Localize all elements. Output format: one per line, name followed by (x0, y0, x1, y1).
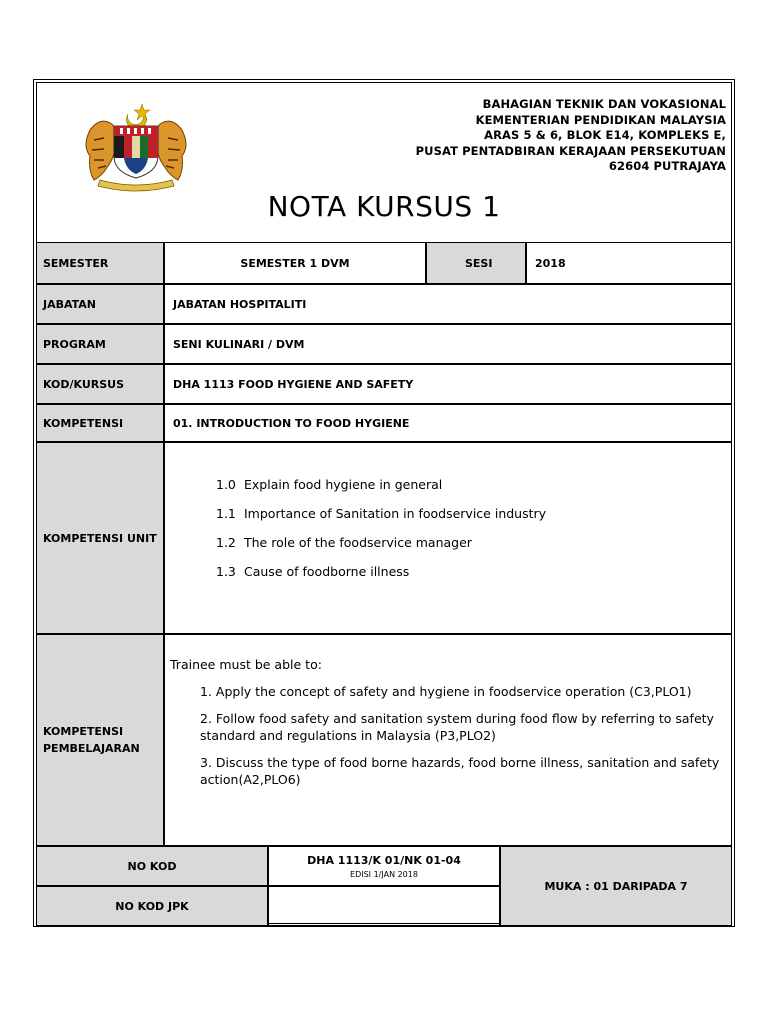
kompetensi-pembelajaran-label (37, 635, 165, 845)
address-line: KEMENTERIAN PENDIDIKAN MALAYSIA (475, 112, 726, 127)
address-line: ARAS 5 & 6, BLOK E14, KOMPLEKS E, (484, 128, 726, 142)
kod-kursus-row (36, 364, 732, 404)
list-item: 1. Apply the concept of safety and hygiene in foodservice operation (C3,PLO1) (200, 684, 692, 699)
list-item (216, 507, 546, 536)
item-text: Cause of foodborne illness (244, 564, 410, 579)
item-number: 1.3 (216, 564, 236, 579)
list-item: 3. Discuss the type of food borne hazards, food borne illness, sanitation and safety action(A2,PLO6) (200, 755, 720, 787)
no-kod-value-cell (268, 846, 500, 886)
list-item: 2. Follow food safety and sanitation system during food flow by referring to safety standard and regulations in Malaysia (P3,PLO2) (200, 711, 714, 743)
program-value: SENI KULINARI / DVM (173, 337, 305, 351)
page-count: MUKA : 01 DARIPADA 7 (500, 846, 732, 926)
semester-label: SEMESTER (37, 243, 165, 283)
item-number: 1.0 (216, 477, 236, 492)
item-text: Explain food hygiene in general (244, 477, 443, 492)
address-line: BAHAGIAN TEKNIK DAN VOKASIONAL (482, 97, 726, 111)
kompetensi-unit-list (216, 478, 546, 594)
no-kod-jpk-label: NO KOD JPK (36, 886, 268, 926)
semester-row (36, 242, 732, 284)
document-title: NOTA KURSUS 1 (267, 190, 501, 223)
sesi-value: 2018 (535, 256, 566, 270)
jabatan-value: JABATAN HOSPITALITI (173, 297, 307, 311)
ministry-address (366, 97, 726, 175)
program-row (36, 324, 732, 364)
kompetensi-value: 01. INTRODUCTION TO FOOD HYGIENE (173, 416, 410, 430)
no-kod-jpk-value (268, 886, 500, 926)
no-kod-label: NO KOD (36, 846, 268, 886)
address-line: PUSAT PENTADBIRAN KERAJAAN PERSEKUTUAN (415, 143, 726, 158)
item-number: 1.1 (216, 506, 236, 521)
address-line: 62604 PUTRAJAYA (608, 159, 726, 173)
jabatan-label: JABATAN (37, 285, 165, 323)
semester-value: SEMESTER 1 DVM (165, 243, 427, 283)
kompetensi-row (36, 404, 732, 442)
item-text: The role of the foodservice manager (244, 535, 472, 550)
learning-lead: Trainee must be able to: (170, 657, 322, 672)
kompetensi-label: KOMPETENSI (37, 405, 165, 441)
item-number: 1.2 (216, 535, 236, 550)
jabatan-row (36, 284, 732, 324)
learning-outcomes (170, 656, 720, 798)
list-item (216, 536, 546, 565)
coat-of-arms-logo (80, 100, 192, 192)
list-item (216, 565, 546, 594)
label-line: PEMBELAJARAN (43, 742, 140, 755)
kod-kursus-value: DHA 1113 FOOD HYGIENE AND SAFETY (173, 377, 414, 391)
kod-kursus-label: KOD/KURSUS (37, 365, 165, 403)
item-text: Importance of Sanitation in foodservice industry (244, 506, 547, 521)
sesi-label: SESI (427, 243, 527, 283)
edition: EDISI 1/JAN 2018 (350, 869, 418, 879)
list-item (216, 478, 546, 507)
program-label: PROGRAM (37, 325, 165, 363)
no-kod-value: DHA 1113/K 01/NK 01-04 (307, 853, 461, 867)
label-line: KOMPETENSI (43, 725, 124, 738)
kompetensi-unit-label: KOMPETENSI UNIT (37, 443, 165, 633)
